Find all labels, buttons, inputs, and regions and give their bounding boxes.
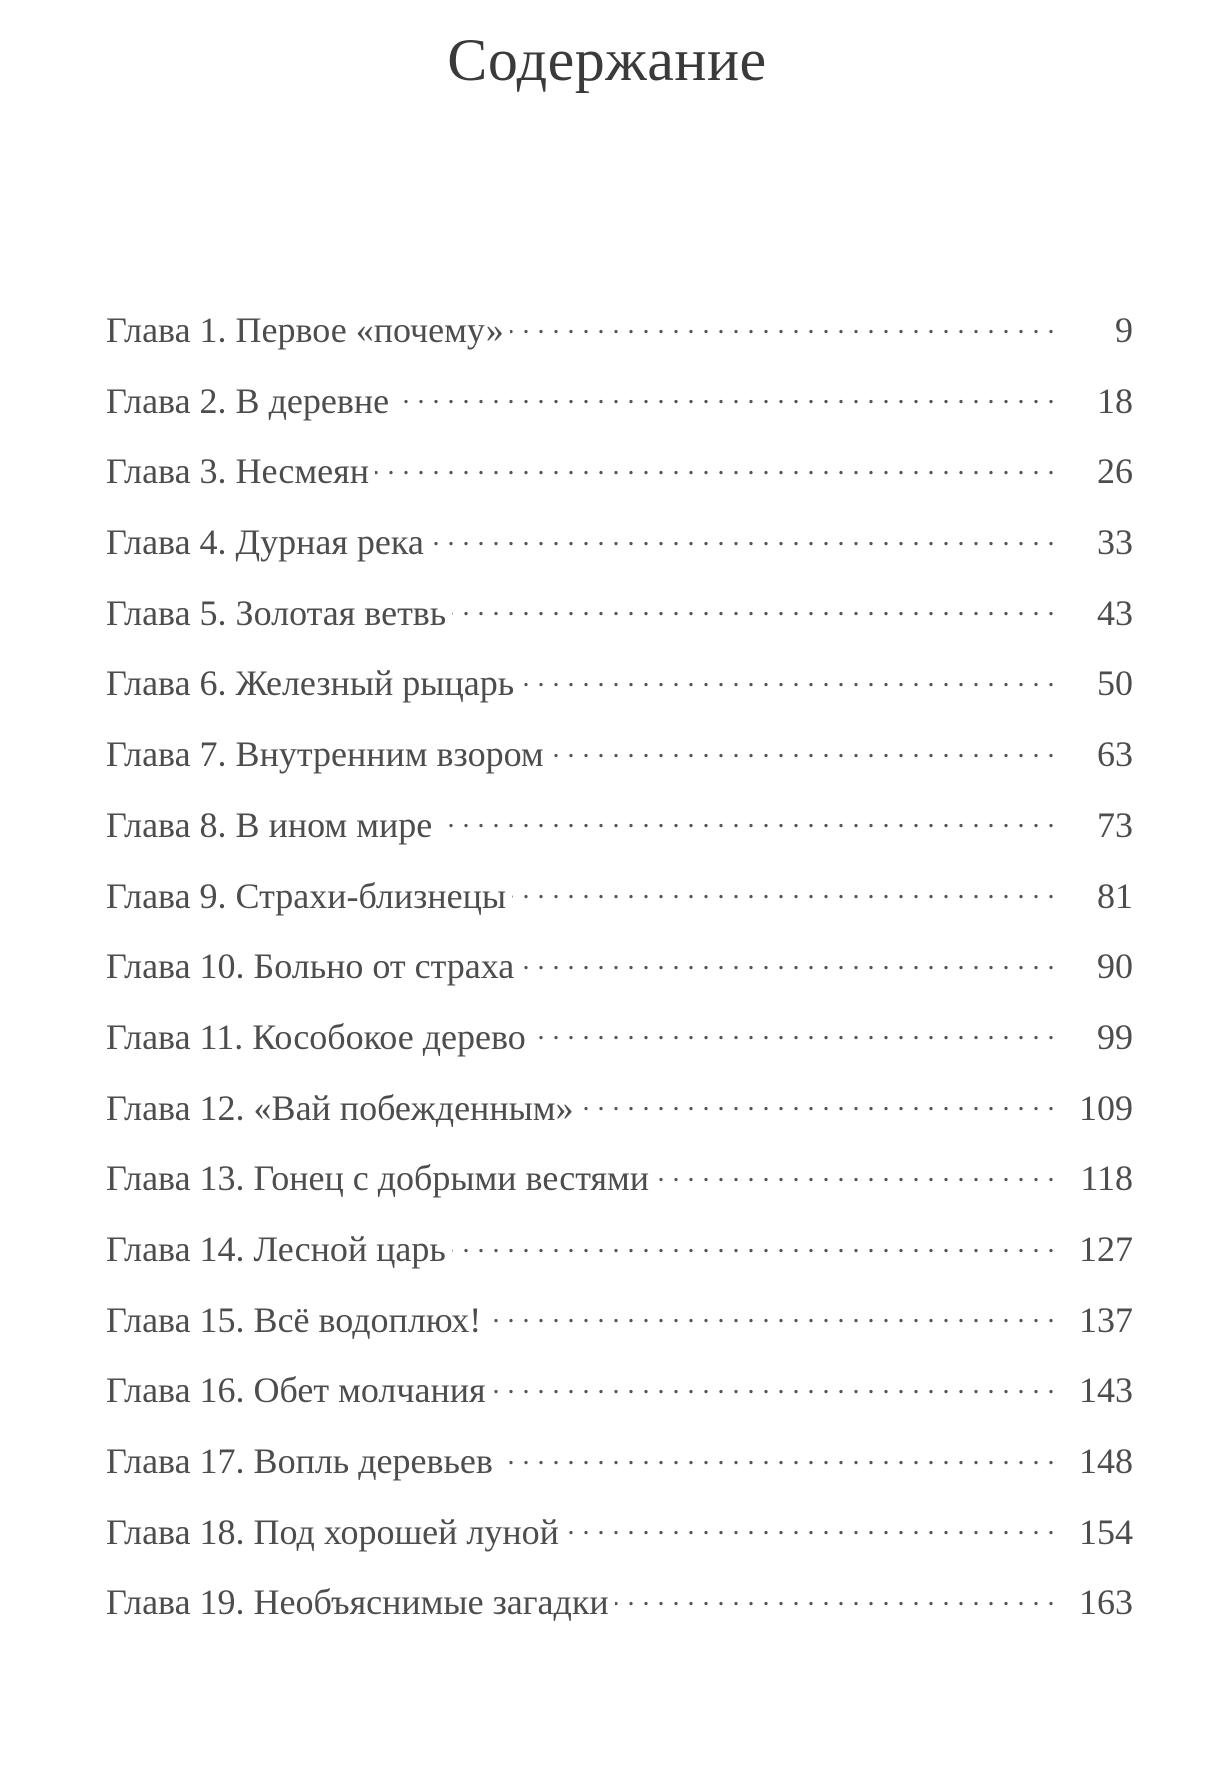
toc-entry-page: 90 (1097, 946, 1133, 987)
toc-entry (106, 589, 1133, 660)
toc-entry-page: 73 (1097, 804, 1133, 845)
toc-entry-page: 50 (1097, 663, 1133, 704)
toc-entry-page: 109 (1079, 1087, 1133, 1128)
toc-dot-leader (375, 447, 1055, 483)
toc-entry-label: Глава 5. Золотая ветвь (106, 592, 447, 633)
toc-entry-label: Глава 14. Лесной царь (106, 1228, 446, 1269)
toc-entry (106, 377, 1133, 448)
toc-dot-leader (520, 659, 1055, 695)
toc-entry-page: 9 (1115, 310, 1133, 350)
toc-entry-label: Глава 4. Дурная река (106, 522, 424, 563)
toc-entry-page: 154 (1079, 1511, 1133, 1552)
toc-entry-label: Глава 15. Всё водоплюх! (106, 1299, 482, 1340)
toc-dot-leader (452, 1225, 1055, 1261)
toc-entry-page: 143 (1079, 1370, 1133, 1411)
toc-dot-leader (512, 872, 1055, 908)
toc-entry (106, 1437, 1133, 1508)
toc-dot-leader (520, 942, 1055, 978)
toc-entry-page: 18 (1097, 380, 1133, 421)
toc-entry (106, 801, 1133, 872)
toc-dot-leader (395, 377, 1055, 413)
toc-entry (106, 659, 1133, 730)
toc-entry-page: 99 (1097, 1016, 1133, 1057)
toc-entry-label: Глава 2. В деревне (106, 380, 390, 421)
toc-entry-label: Глава 13. Гонец с добрыми вестями (106, 1158, 650, 1199)
toc-entry-page: 127 (1079, 1228, 1133, 1269)
toc-entry (106, 1296, 1133, 1367)
toc-entry-label: Глава 18. Под хорошей луной (106, 1511, 559, 1552)
toc-entry (106, 1366, 1133, 1437)
toc-entry-label: Глава 11. Кособокое дерево (106, 1016, 526, 1057)
toc-entry (106, 872, 1133, 943)
toc-entry-page: 118 (1080, 1158, 1133, 1199)
toc-entry-label: Глава 12. «Вай побежденным» (106, 1087, 574, 1128)
toc-entry-label: Глава 7. Внутренним взором (106, 734, 544, 775)
toc-entry (106, 1013, 1133, 1084)
toc-entry (106, 1508, 1133, 1579)
toc-entry-page: 33 (1097, 522, 1133, 563)
toc-entry-label: Глава 9. Страхи-близнецы (106, 875, 507, 916)
toc-entry (106, 942, 1133, 1013)
toc-entry-label: Глава 1. Первое «почему» (106, 310, 504, 350)
toc-dot-leader (452, 589, 1055, 625)
toc-entry-page: 26 (1097, 451, 1133, 492)
toc-dot-leader (510, 306, 1055, 342)
table-of-contents (106, 306, 1133, 1649)
toc-entry (106, 1225, 1133, 1296)
toc-entry-page: 63 (1097, 734, 1133, 775)
toc-entry (106, 1154, 1133, 1225)
toc-entry-label: Глава 17. Вопль деревьев (106, 1441, 493, 1481)
toc-entry (106, 447, 1133, 518)
toc-dot-leader (438, 801, 1055, 837)
page-title: Содержание (447, 27, 767, 93)
toc-dot-leader (430, 518, 1055, 554)
toc-dot-leader (655, 1154, 1055, 1190)
toc-entry-page: 137 (1079, 1299, 1133, 1340)
toc-entry-page: 43 (1097, 592, 1133, 633)
toc-entry-page: 148 (1079, 1441, 1133, 1481)
toc-entry (106, 306, 1133, 377)
toc-entry (106, 730, 1133, 801)
toc-dot-leader (487, 1296, 1055, 1332)
toc-entry-label: Глава 10. Больно от страха (106, 946, 515, 987)
toc-dot-leader (499, 1437, 1055, 1473)
toc-entry-label: Глава 3. Несмеян (106, 451, 369, 492)
toc-entry-page: 81 (1097, 875, 1133, 916)
toc-dot-leader (615, 1578, 1055, 1614)
toc-entry-page: 163 (1079, 1582, 1133, 1623)
toc-dot-leader (532, 1013, 1055, 1049)
toc-entry (106, 518, 1133, 589)
toc-entry (106, 1578, 1133, 1649)
toc-entry-label: Глава 8. В ином мире (106, 804, 433, 845)
toc-entry-label: Глава 6. Железный рыцарь (106, 663, 515, 704)
toc-dot-leader (492, 1366, 1055, 1402)
toc-entry-label: Глава 16. Обет молчания (106, 1370, 486, 1411)
toc-dot-leader (580, 1084, 1055, 1120)
toc-dot-leader (550, 730, 1055, 766)
toc-entry (106, 1084, 1133, 1155)
toc-dot-leader (565, 1508, 1055, 1544)
toc-entry-label: Глава 19. Необъяснимые загадки (106, 1582, 609, 1623)
